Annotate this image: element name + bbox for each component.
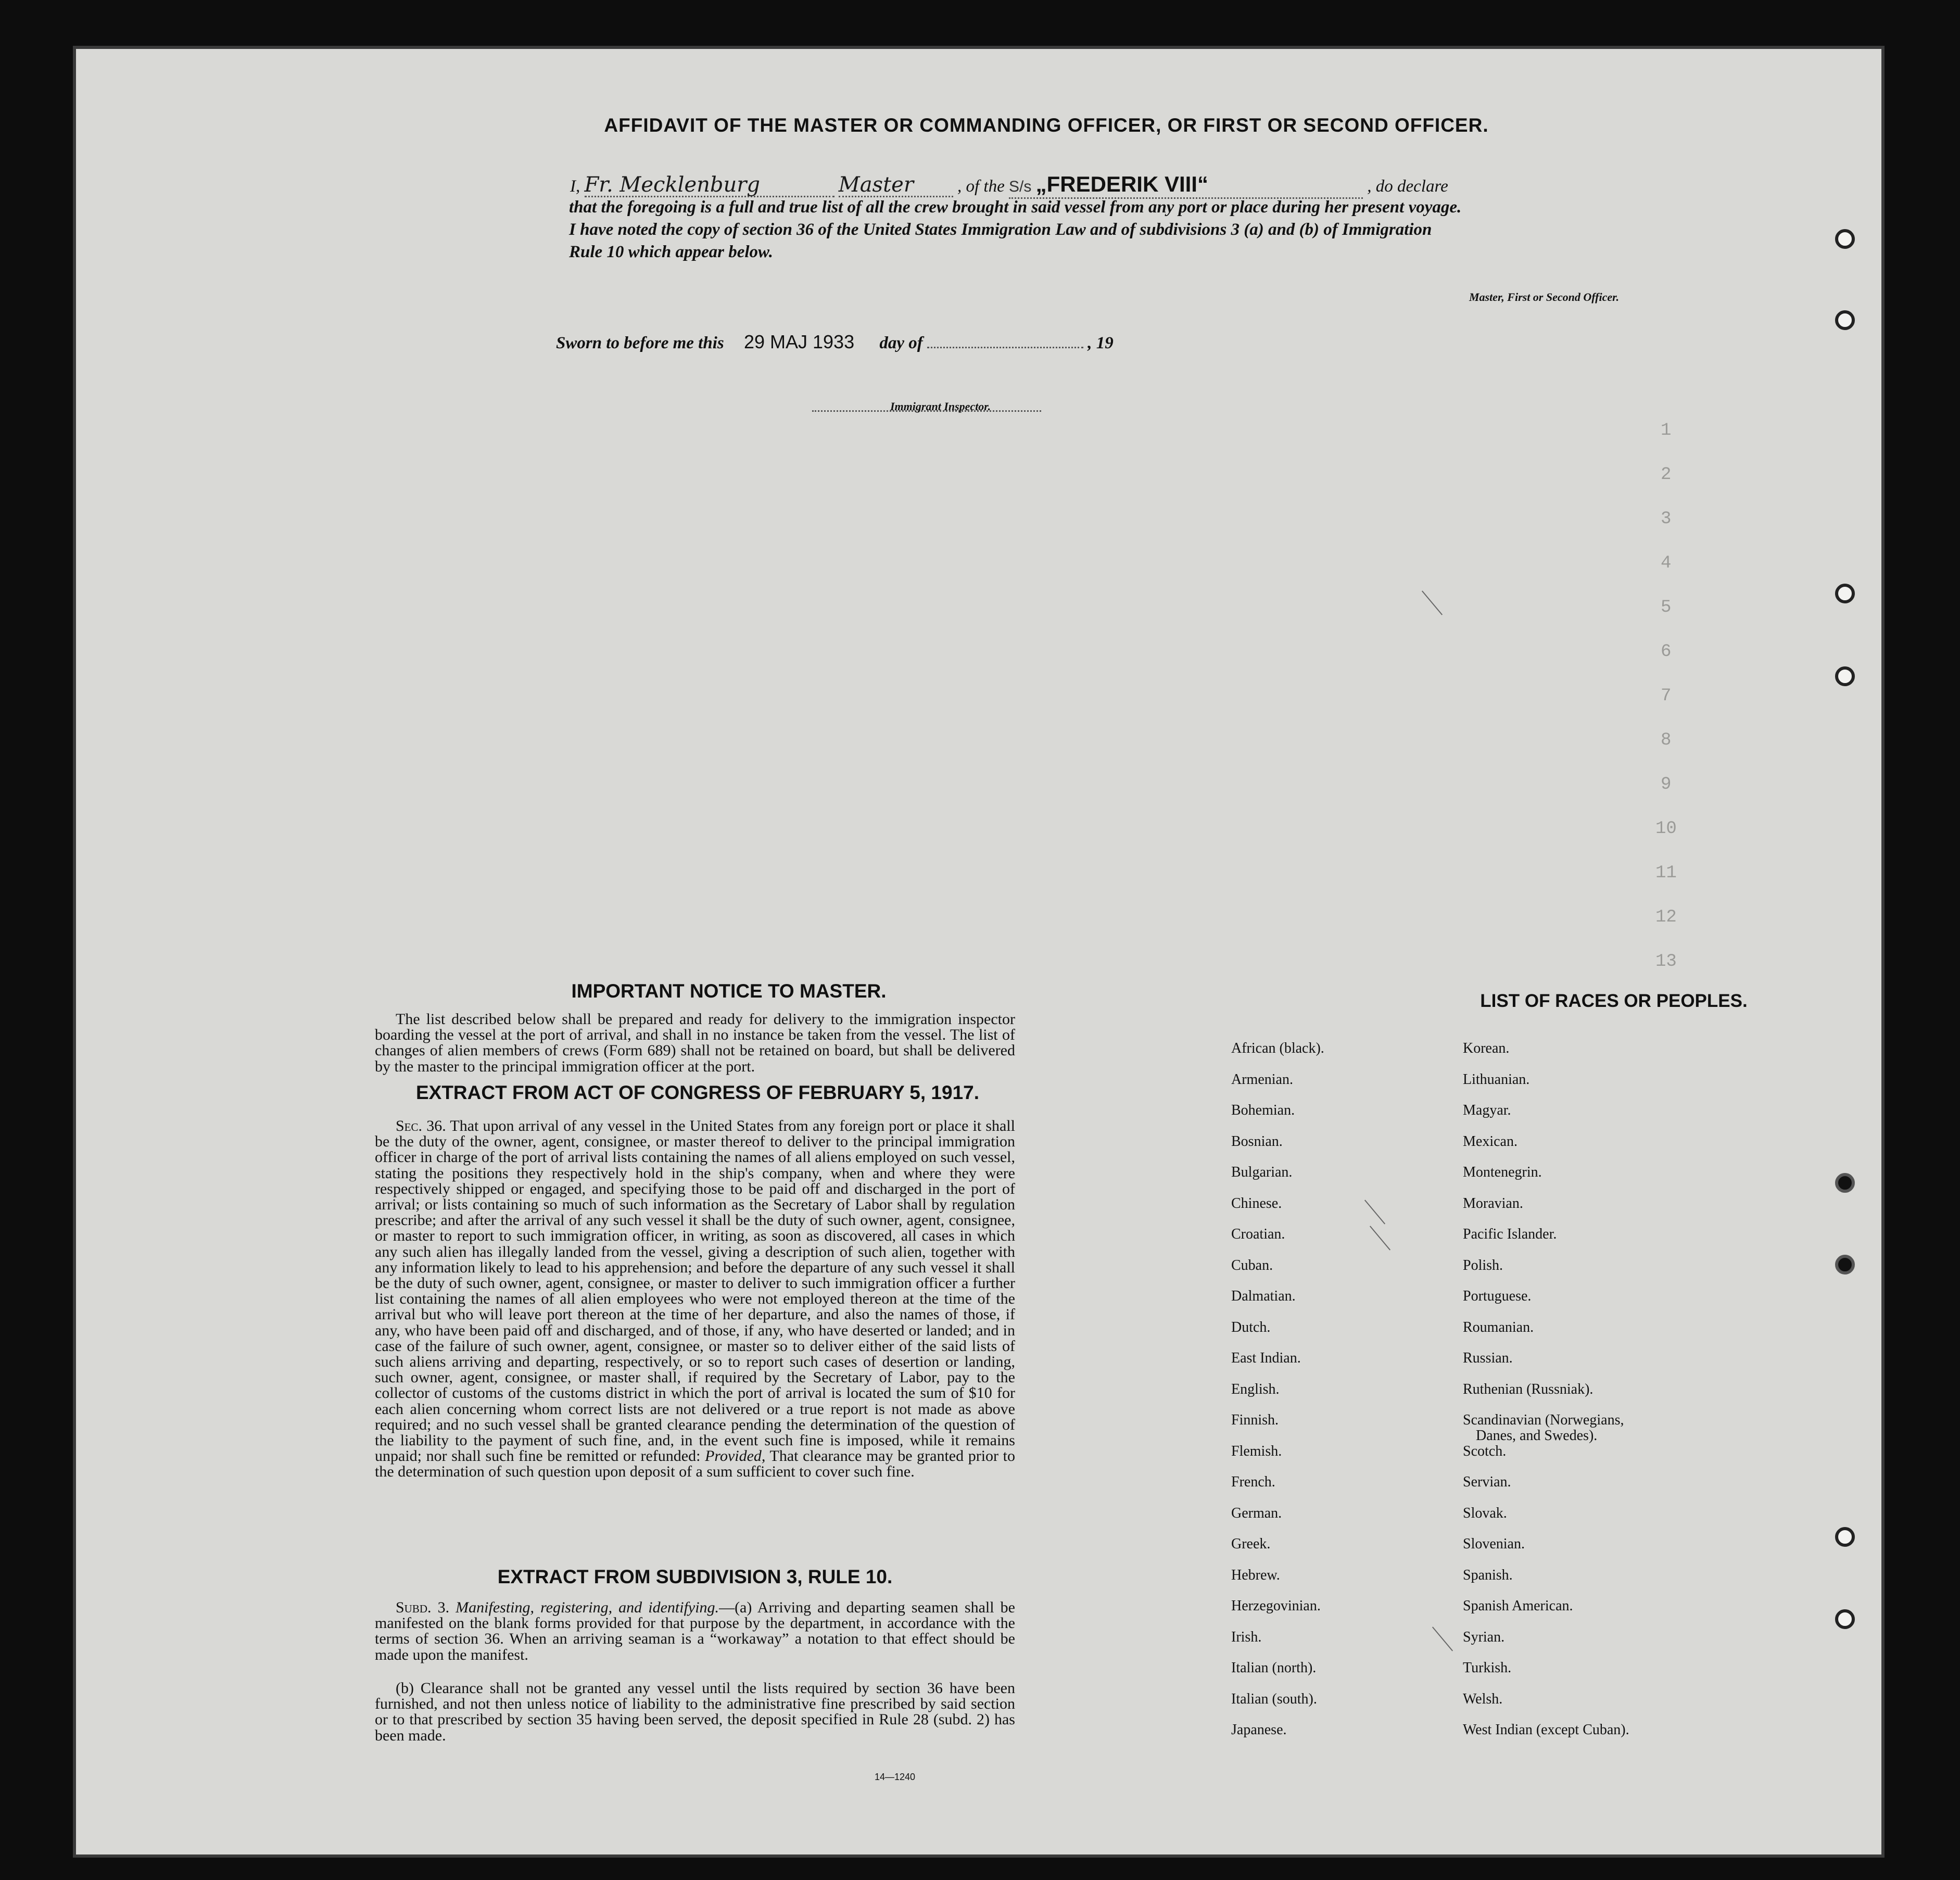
race-item: East Indian. [1231, 1350, 1301, 1366]
rule-subd-a [375, 1600, 1015, 1663]
race-item: Cuban. [1231, 1257, 1273, 1273]
binder-hole [1835, 229, 1855, 249]
binder-hole [1835, 310, 1855, 330]
pencil-mark [1364, 1200, 1385, 1224]
race-item: Dutch. [1231, 1319, 1271, 1335]
race-item: Bosnian. [1231, 1133, 1283, 1150]
inspector-caption: Immigrant Inspector. [890, 400, 991, 413]
binder-hole [1835, 1255, 1855, 1275]
section-36-text-end: That clearance may be granted prior to the determination of such question upon deposit of a sum sufficient to cover such fine. [375, 1447, 1016, 1481]
sworn-year: , 19 [1088, 334, 1114, 352]
race-item: Ruthenian (Russniak). [1463, 1381, 1594, 1397]
master-name-handwritten: Fr. Mecklenburg [585, 174, 834, 197]
race-item: West Indian (except Cuban). [1463, 1722, 1629, 1738]
pencil-mark [1370, 1226, 1390, 1250]
rule-subd-b: (b) Clearance shall not be granted any vessel until the lists required by section 36 have been furnished, and not then unless notice of liability to the administrative fine prescribed by said section or to that prescribed by section 35 having been served, the deposit specified in Rule 28 (subd. 2) has been made. [375, 1680, 1015, 1744]
vessel-name-stamp: „FREDERIK VIII“ [1035, 172, 1208, 196]
race-item: Pacific Islander. [1463, 1226, 1557, 1242]
race-item: Moravian. [1463, 1195, 1523, 1212]
race-item: Lithuanian. [1463, 1071, 1530, 1088]
race-item: Roumanian. [1463, 1319, 1534, 1335]
race-item: French. [1231, 1474, 1275, 1490]
affidavit-line3: I have noted the copy of section 36 of the United States Immigration Law and of subdivisions 3 (a) and (b) of Immigration [569, 220, 1432, 239]
race-item: Chinese. [1231, 1195, 1282, 1212]
pencil-mark [1422, 590, 1443, 615]
section-label: Sec. 36. [396, 1117, 446, 1134]
race-item: African (black). [1231, 1040, 1324, 1056]
race-item: Bohemian. [1231, 1102, 1295, 1118]
vessel-field [1009, 173, 1363, 199]
race-item: Syrian. [1463, 1629, 1505, 1645]
race-item: Croatian. [1231, 1226, 1285, 1242]
race-item: Russian. [1463, 1350, 1513, 1366]
notice-title: IMPORTANT NOTICE TO MASTER. [571, 980, 887, 1002]
race-item: Spanish. [1463, 1567, 1513, 1583]
binder-hole [1835, 666, 1855, 686]
race-item: Flemish. [1231, 1443, 1282, 1459]
provided-label: Provided, [705, 1447, 766, 1465]
subd-label: Subd. 3. [396, 1599, 450, 1616]
race-item: Greek. [1231, 1536, 1271, 1552]
affidavit-title: AFFIDAVIT OF THE MASTER OR COMMANDING OFFICER, OR FIRST OR SECOND OFFICER. [604, 115, 1489, 136]
master-role-handwritten: Master [839, 174, 953, 197]
act-extract-body [375, 1118, 1015, 1480]
affidavit-line2: that the foregoing is a full and true list of all the crew brought in said vessel from any port or place during her present voyage. [569, 198, 1462, 217]
subd-heading: Manifesting, registering, and identifying. [456, 1599, 719, 1616]
race-item: Irish. [1231, 1629, 1262, 1645]
binder-hole [1835, 1173, 1855, 1193]
affidavit-line1 [570, 173, 1611, 199]
race-item: Welsh. [1463, 1690, 1503, 1707]
race-item: Mexican. [1463, 1133, 1518, 1150]
race-item: Turkish. [1463, 1660, 1512, 1676]
binder-hole [1835, 584, 1855, 603]
master-signature-caption: Master, First or Second Officer. [1469, 291, 1619, 304]
race-item: Korean. [1463, 1040, 1510, 1056]
notice-body: The list described below shall be prepared and ready for delivery to the immigration inspector boarding the vessel at the port of arrival, and shall in no instance be taken from the vessel. The list of changes of alien members of crews (Form 689) shall not be retained on board, but shall be delivered by the master to the principal immigration officer at the port. [375, 1011, 1015, 1075]
act-extract-title: EXTRACT FROM ACT OF CONGRESS OF FEBRUARY 5, 1917. [415, 1082, 980, 1103]
pencil-mark [1432, 1626, 1453, 1651]
sworn-prefix: Sworn to before me this [556, 334, 724, 352]
races-title: LIST OF RACES OR PEOPLES. [1480, 991, 1748, 1011]
affidavit-line4: Rule 10 which appear below. [569, 243, 774, 261]
sworn-day-of: day of [879, 334, 923, 352]
race-item: Spanish American. [1463, 1598, 1573, 1614]
sworn-month-field [927, 347, 1083, 348]
race-item: Scandinavian (Norwegians, [1463, 1412, 1624, 1428]
do-declare-text: , do declare [1367, 177, 1448, 196]
race-item: Bulgarian. [1231, 1164, 1293, 1180]
race-item: Dalmatian. [1231, 1288, 1296, 1304]
race-item: Italian (south). [1231, 1690, 1317, 1707]
of-the-text: , of the [957, 177, 1005, 196]
form-number: 14—1240 [875, 1772, 916, 1782]
race-item: Montenegrin. [1463, 1164, 1542, 1180]
race-item: Danes, and Swedes). [1476, 1428, 1598, 1444]
race-item: English. [1231, 1381, 1280, 1397]
race-item: Italian (north). [1231, 1660, 1317, 1676]
race-item: Portuguese. [1463, 1288, 1532, 1304]
race-item: Japanese. [1231, 1722, 1287, 1738]
race-item: German. [1231, 1505, 1282, 1521]
race-item: Finnish. [1231, 1412, 1279, 1428]
race-item: Slovenian. [1463, 1536, 1525, 1552]
section-36-text: That upon arrival of any vessel in the United States from any foreign port or place it shall be the duty of the owner, agent, consignee, or master thereof to deliver to the principal immigration officer in charge of the port of arrival lists containing the names of all aliens employed on such vessel, stating the positions they respectively hold in the ship's company, when and where they were respectively shipped or engaged, and specifying those to be paid off and discharged in the port of arrival; or lists containing so much of such information as the Secretary of Labor shall by regulation prescribe; and after the arrival of any such vessel it shall be the duty of such owner, agent, consignee, or master to report to such immigration officer, in writing, as soon as discovered, all cases in which any such alien has illegally landed from the vessel, giving a description of such alien, together with any information likely to lead to his apprehension; and before the departure of any such vessel it shall be the duty of such owner, agent, consignee, or master to deliver to such immigration officer a further list containing the names of all alien employees who were not employed thereon at the time of the arrival but who will leave port thereon at the time of her departure, and also the names of those, if any, who have been paid off and discharged, and of those, if any, who have deserted or landed; and in case of the failure of such owner, agent, consignee, or master so to deliver either of the said lists of such aliens arriving and departing, respectively, or so to report such cases of desertion or landing, such owner, agent, consignee, or master shall, if required by the Secretary of Labor, pay to the collector of customs of the customs district in which the port of arrival is located the sum of $10 for each alien concerning whom correct lists are not delivered or a true report is not made as above required; and no such vessel shall be granted clearance pending the determination of the question of the liability to the payment of such fine, and, in the event such fine is imposed, while it remains unpaid; nor shall such fine be remitted or refunded: [375, 1117, 1015, 1465]
race-item: Magyar. [1463, 1102, 1511, 1118]
race-item: Armenian. [1231, 1071, 1293, 1088]
race-item: Herzegovinian. [1231, 1598, 1321, 1614]
binder-hole [1835, 1527, 1855, 1547]
rule-extract-title: EXTRACT FROM SUBDIVISION 3, RULE 10. [497, 1566, 893, 1587]
binder-hole [1835, 1609, 1855, 1629]
race-item: Polish. [1463, 1257, 1503, 1273]
sworn-date-stamp: 29 MAJ 1933 [743, 331, 855, 352]
declarant-prefix: I, [570, 177, 580, 196]
vessel-prefix: S/s [1008, 178, 1032, 195]
race-item: Hebrew. [1231, 1567, 1280, 1583]
race-item: Scotch. [1463, 1443, 1507, 1459]
subd-a-text: —(a) Arriving and departing seamen shall be manifested on the blank forms provided for that purpose by the department, in accordance with the terms of section 36. When an arriving seaman is a “workaway” a notation to that effect should be made upon the manifest. [375, 1599, 1015, 1663]
race-item: Slovak. [1463, 1505, 1507, 1521]
sworn-line [556, 331, 1493, 354]
race-item: Servian. [1463, 1474, 1511, 1490]
document-page: 1 2 3 4 5 6 7 8 9 10 11 12 13 AFFIDAVIT OF THE MASTER OR COMMANDING OFFICER, OR FIRST OR SECOND OFFICER. I, Fr. Mecklenburg Master , of the S/s „FREDERIK VIII“ , do declare that the foregoing is a full and true list of all the crew brought in said vessel from any port or place during her present voyage. I have noted the copy of section 36 of the United States Immigration Law and of subdivisions 3 (a) and (b) of Immigration Rule 10 which appear below. Master, First or Second Officer. Sworn to before me this 29 MAJ 1933 day of , 19 Immigrant Inspector. IMPORTANT NOTICE TO MASTER. The list described below shall be prepared and ready for delivery to the immigration inspector boarding the vessel at the port of arrival, and shall in no instance be taken from the vessel. The list of changes of alien members of crews (Form 689) shall not be retained on board, but shall be delivered by the master to the principal immigration officer at the port. EXTRACT FROM ACT OF CONGRESS OF FEBRUARY 5, 1917. Sec. 36. That upon arrival of any vessel in the United States from any foreign port or place it shall be the duty of the owner, agent, consignee, or master thereof to deliver to the principal immigration officer in charge of the port of arrival lists containing the names of all aliens employed on such vessel, stating the positions they respectively hold in the ship's company, when and where they were respectively shipped or engaged, and specifying those to be paid off and discharged in the port of arrival; or lists containing so much of such information as the Secretary of Labor shall by regulation prescribe; and after the arrival of any such vessel it shall be the duty of such owner, agent, consignee, or master to report to such immigration officer, in writing, as soon as discovered, all cases in which any such alien has illegally landed from the vessel, giving a description of such alien, together with any information likely to lead to his apprehension; and before the departure of any such vessel it shall be the duty of such owner, agent, consignee, or master to deliver to such immigration officer a further list containing the names of all alien employees who were not employed thereon at the time of the arrival but who will leave port thereon at the time of her departure, and also the names of those, if any, who have been paid off and discharged, and of those, if any, who have deserted or landed; and in case of the failure of such owner, agent, consignee, or master so to deliver either of the said lists of such aliens arriving and departing, respectively, or so to report such cases of desertion or landing, such owner, agent, consignee, or master shall, if required by the Secretary of Labor, pay to the collector of customs of the customs district in which the port of arrival is located the sum of $10 for each alien concerning whom correct lists are not delivered or a true report is not made as above required; and no such vessel shall be granted clearance pending the determination of the question of the liability to the payment of such fine, and, in the event such fine is imposed, while it remains unpaid; nor shall such fine be remitted or refunded: Provided, That clearance may be granted prior to the determination of such question upon deposit of a sum sufficient to cover such fine. EXTRACT FROM SUBDIVISION 3, RULE 10. Subd. 3. Manifesting, registering, and identifying.—(a) Arriving and departing seamen shall be manifested on the blank forms provided for that purpose by the department, in accordance with the terms of section 36. When an arriving seaman is a “workaway” a notation to that effect should be made upon the manifest. (b) Clearance shall not be granted any vessel until the lists required by section 36 have been furnished, and not then unless notice of liability to the administrative fine prescribed by said section or to that prescribed by section 35 having been served, the deposit specified in Rule 28 (subd. 2) has been made. 14—1240 LIST OF RACES OR PEOPLES. African (black). Armenian. Bohemian. Bosnian. Bulgarian. Chinese. Croatian. Cuban. Dalmatian. Dutch. East Indian. English. Finnish. Flemish. French. German. Greek. Hebrew. Herzegovinian. Irish. Italian (north). Italian (south). Japanese. Korean. Lithuanian. Magyar. Mexican. Montenegrin. Moravian. Pacific Islander. Polish. Portuguese. Roumanian. Russian. Ruthenian (Russniak). Scandinavian (Norwegians, Danes, and Swedes). Scotch. Servian. Slovak. Slovenian. Spanish. Spanish American. Syrian. Turkish. Welsh. West Indian (except Cuban). [73, 46, 1885, 1858]
